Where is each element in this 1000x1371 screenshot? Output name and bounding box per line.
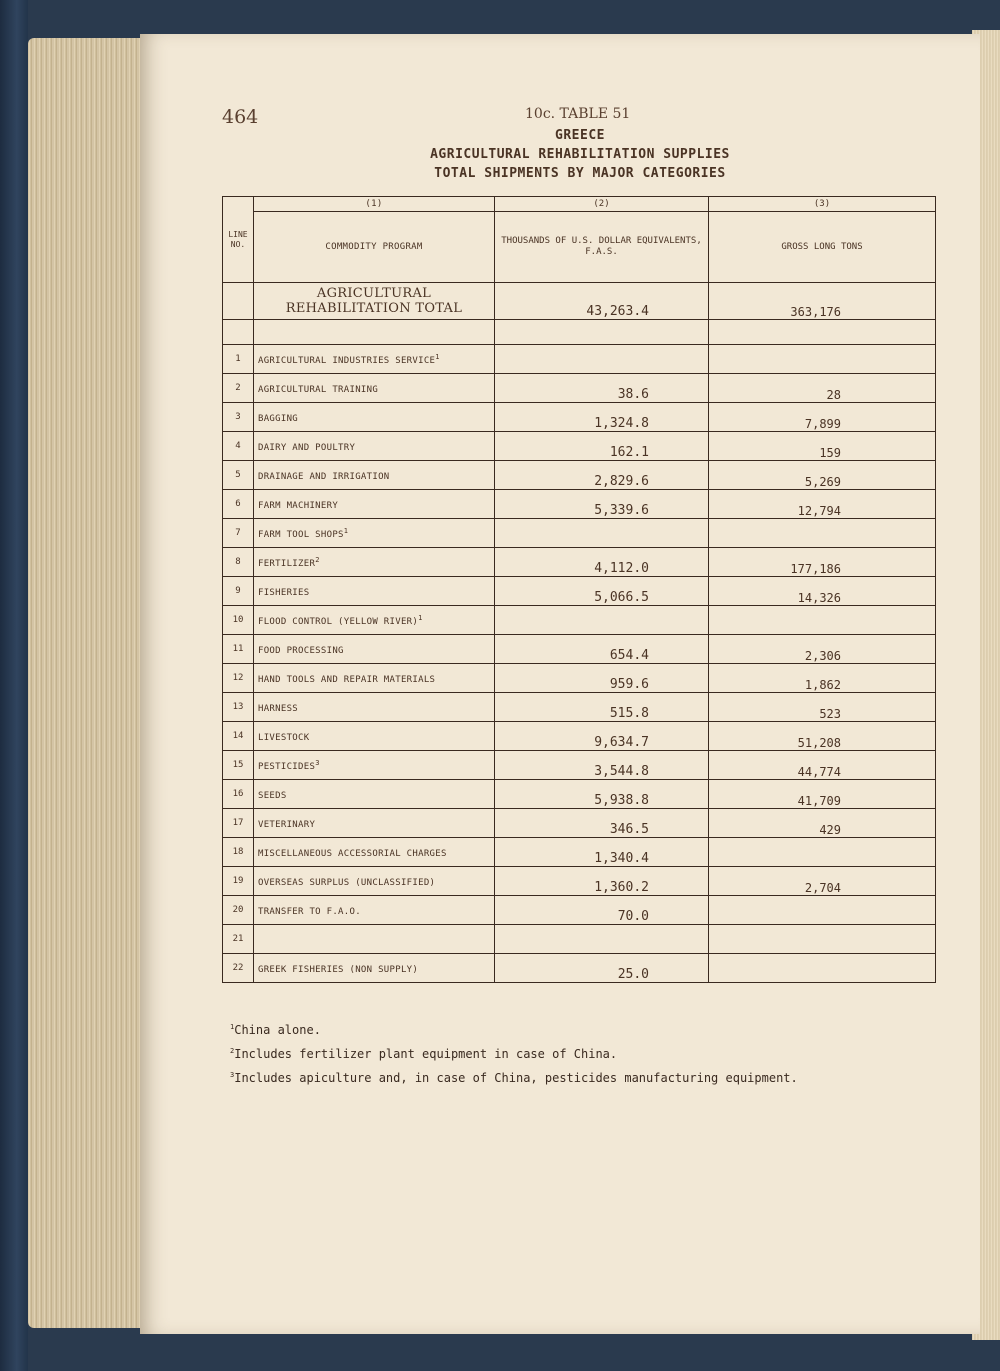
table-row — [223, 606, 936, 635]
usd-value: 38.6 — [617, 387, 649, 402]
usd-cell — [495, 403, 709, 432]
commodity-label: FOOD PROCESSING — [258, 645, 344, 656]
usd-cell — [495, 693, 709, 722]
usd-value: 959.6 — [609, 677, 649, 692]
table-row — [223, 751, 936, 780]
usd-cell — [495, 432, 709, 461]
commodity-label: DAIRY AND POULTRY — [258, 442, 356, 453]
commodity-label: FARM MACHINERY — [258, 500, 339, 511]
commodity-name — [254, 809, 495, 838]
usd-value: 654.4 — [609, 648, 649, 663]
spacer-cell — [709, 320, 936, 345]
usd-cell — [495, 461, 709, 490]
tons-cell — [709, 345, 936, 374]
spacer-cell — [254, 320, 495, 345]
commodity-name — [254, 693, 495, 722]
footnote-number: 1 — [230, 1023, 235, 1031]
commodity-name — [254, 461, 495, 490]
commodity-name — [254, 606, 495, 635]
tons-cell — [709, 461, 936, 490]
commodity-name — [254, 780, 495, 809]
footnote-text: China alone. — [234, 1023, 321, 1037]
tons-cell — [709, 519, 936, 548]
tons-cell — [709, 403, 936, 432]
commodity-name — [254, 838, 495, 867]
commodity-name — [254, 896, 495, 925]
commodity-header: COMMODITY PROGRAM — [254, 212, 495, 283]
tons-value: 1,862 — [804, 678, 841, 692]
line-number: 9 — [223, 577, 254, 606]
commodity-label: HARNESS — [258, 703, 299, 714]
footnote-text: Includes apiculture and, in case of China, pesticides manufacturing equipment. — [234, 1071, 798, 1085]
tons-cell — [709, 490, 936, 519]
commodity-name — [254, 751, 495, 780]
footnote — [230, 1017, 950, 1041]
commodity-name — [254, 954, 495, 983]
footnotes — [230, 1017, 950, 1089]
footnote-number: 3 — [230, 1071, 235, 1079]
total-usd-cell — [495, 283, 709, 320]
commodity-name — [254, 490, 495, 519]
tons-cell — [709, 548, 936, 577]
line-number: 8 — [223, 548, 254, 577]
line-number: 21 — [223, 925, 254, 954]
usd-cell — [495, 345, 709, 374]
total-usd: 43,263.4 — [586, 304, 649, 319]
usd-value: 515.8 — [609, 706, 649, 721]
tons-cell — [709, 635, 936, 664]
tons-cell — [709, 925, 936, 954]
line-number: 2 — [223, 374, 254, 403]
tons-value: 5,269 — [804, 475, 841, 489]
table-row — [223, 664, 936, 693]
commodity-label: AGRICULTURAL INDUSTRIES SERVICE — [258, 355, 436, 366]
commodity-name — [254, 432, 495, 461]
table-row — [223, 432, 936, 461]
book-page — [140, 34, 980, 1334]
spacer-cell — [495, 320, 709, 345]
line-number: 7 — [223, 519, 254, 548]
usd-cell — [495, 519, 709, 548]
commodity-label: BAGGING — [258, 413, 299, 424]
column-number-row — [223, 197, 936, 212]
spacer-cell — [223, 320, 254, 345]
footnote — [230, 1065, 950, 1089]
usd-cell — [495, 606, 709, 635]
table-row — [223, 548, 936, 577]
tons-value: 51,208 — [797, 736, 841, 750]
commodity-name — [254, 374, 495, 403]
table-row — [223, 374, 936, 403]
tons-cell — [709, 809, 936, 838]
line-number: 19 — [223, 867, 254, 896]
commodity-label: VETERINARY — [258, 819, 316, 830]
table-label: 10c. TABLE 51 — [525, 106, 631, 122]
tons-cell — [709, 896, 936, 925]
line-number: 1 — [223, 345, 254, 374]
footnote-mark: 1 — [343, 526, 349, 535]
table-row — [223, 954, 936, 983]
total-line-no — [223, 283, 254, 320]
tons-cell — [709, 374, 936, 403]
tons-value: 2,306 — [804, 649, 841, 663]
usd-value: 346.5 — [609, 822, 649, 837]
tons-cell — [709, 432, 936, 461]
line-number: 20 — [223, 896, 254, 925]
line-number: 5 — [223, 461, 254, 490]
commodity-label: MISCELLANEOUS ACCESSORIAL CHARGES — [258, 848, 447, 859]
commodity-label: FISHERIES — [258, 587, 310, 598]
tons-value: 44,774 — [797, 765, 841, 779]
page-edges-left — [28, 38, 148, 1328]
table-row — [223, 635, 936, 664]
usd-cell — [495, 780, 709, 809]
footnote-mark: 3 — [315, 758, 320, 767]
usd-value: 70.0 — [617, 909, 649, 924]
commodity-name — [254, 722, 495, 751]
footnote-mark: 1 — [435, 352, 440, 361]
tons-value: 429 — [819, 823, 841, 837]
book-cover-edge — [0, 0, 28, 1371]
table-row — [223, 867, 936, 896]
footnote — [230, 1041, 950, 1065]
line-number: 10 — [223, 606, 254, 635]
usd-cell — [495, 925, 709, 954]
commodity-label: FARM TOOL SHOPS — [258, 529, 344, 540]
tons-cell — [709, 693, 936, 722]
commodity-name — [254, 925, 495, 954]
tons-value: 177,186 — [790, 562, 841, 576]
table-row — [223, 809, 936, 838]
usd-value: 4,112.0 — [594, 561, 649, 576]
usd-value: 5,339.6 — [594, 503, 649, 518]
commodity-name — [254, 635, 495, 664]
line-number: 16 — [223, 780, 254, 809]
usd-cell — [495, 577, 709, 606]
commodity-name — [254, 345, 495, 374]
line-number: 12 — [223, 664, 254, 693]
usd-value: 162.1 — [609, 445, 649, 460]
tons-cell — [709, 954, 936, 983]
usd-cell — [495, 722, 709, 751]
total-tons-cell — [709, 283, 936, 320]
commodity-label: FERTILIZER — [258, 558, 316, 569]
usd-value: 2,829.6 — [594, 474, 649, 489]
tons-cell — [709, 577, 936, 606]
spacer-row — [223, 320, 936, 345]
commodity-label: PESTICIDES — [258, 761, 316, 772]
column-number-1: (1) — [254, 197, 495, 212]
line-number: 3 — [223, 403, 254, 432]
usd-value: 1,324.8 — [594, 416, 649, 431]
usd-header: THOUSANDS OF U.S. DOLLAR EQUIVALENTS, F.A.S. — [495, 212, 709, 283]
footnote-number: 2 — [230, 1047, 235, 1055]
tons-value: 159 — [819, 446, 841, 460]
line-number: 17 — [223, 809, 254, 838]
commodity-name — [254, 867, 495, 896]
table-row — [223, 780, 936, 809]
commodity-label: GREEK FISHERIES (NON SUPPLY) — [258, 964, 419, 975]
heading-title: AGRICULTURAL REHABILITATION SUPPLIES — [430, 147, 730, 162]
line-no-header-label: LINE NO. — [228, 229, 248, 249]
usd-value: 25.0 — [617, 967, 649, 982]
commodity-name — [254, 519, 495, 548]
line-number: 4 — [223, 432, 254, 461]
tons-value: 41,709 — [797, 794, 841, 808]
tons-value: 2,704 — [804, 881, 841, 895]
tons-cell — [709, 722, 936, 751]
commodity-label: HAND TOOLS AND REPAIR MATERIALS — [258, 674, 436, 685]
usd-cell — [495, 751, 709, 780]
tons-value: 14,326 — [797, 591, 841, 605]
total-tons: 363,176 — [790, 305, 841, 319]
tons-cell — [709, 664, 936, 693]
table-row — [223, 519, 936, 548]
commodity-label: SEEDS — [258, 790, 287, 801]
usd-cell — [495, 664, 709, 693]
table-row — [223, 896, 936, 925]
usd-value: 3,544.8 — [594, 764, 649, 779]
footnote-mark: 1 — [418, 613, 423, 622]
heading-country: GREECE — [555, 128, 605, 143]
usd-value: 5,938.8 — [594, 793, 649, 808]
tons-cell — [709, 838, 936, 867]
table-row — [223, 490, 936, 519]
table-row — [223, 925, 936, 954]
footnote-mark: 2 — [315, 555, 320, 564]
tons-cell — [709, 751, 936, 780]
shipments-table — [222, 196, 936, 983]
tons-header: GROSS LONG TONS — [709, 212, 936, 283]
commodity-label: AGRICULTURAL TRAINING — [258, 384, 379, 395]
usd-cell — [495, 838, 709, 867]
usd-value: 1,360.2 — [594, 880, 649, 895]
line-number: 13 — [223, 693, 254, 722]
table-row — [223, 345, 936, 374]
line-no-header — [223, 197, 254, 283]
line-number: 6 — [223, 490, 254, 519]
line-number: 11 — [223, 635, 254, 664]
commodity-label: OVERSEAS SURPLUS (UNCLASSIFIED) — [258, 877, 436, 888]
page-number: 464 — [222, 106, 259, 128]
table-row — [223, 838, 936, 867]
tons-cell — [709, 867, 936, 896]
usd-value: 1,340.4 — [594, 851, 649, 866]
usd-cell — [495, 896, 709, 925]
tons-value: 12,794 — [797, 504, 841, 518]
line-number: 22 — [223, 954, 254, 983]
column-header-row — [223, 212, 936, 283]
commodity-name — [254, 548, 495, 577]
column-number-2: (2) — [495, 197, 709, 212]
commodity-name — [254, 403, 495, 432]
commodity-label: TRANSFER TO F.A.O. — [258, 906, 361, 917]
table-row — [223, 722, 936, 751]
usd-cell — [495, 809, 709, 838]
tons-value: 7,899 — [804, 417, 841, 431]
usd-cell — [495, 374, 709, 403]
table-row — [223, 461, 936, 490]
usd-value: 5,066.5 — [594, 590, 649, 605]
tons-value: 523 — [819, 707, 841, 721]
total-label: AGRICULTURAL REHABILITATION TOTAL — [254, 283, 495, 320]
commodity-label: DRAINAGE AND IRRIGATION — [258, 471, 390, 482]
table-row — [223, 577, 936, 606]
tons-value: 28 — [826, 388, 841, 402]
commodity-label: FLOOD CONTROL (YELLOW RIVER) — [258, 616, 419, 627]
line-number: 15 — [223, 751, 254, 780]
usd-cell — [495, 954, 709, 983]
total-row — [223, 283, 936, 320]
commodity-name — [254, 664, 495, 693]
table-row — [223, 403, 936, 432]
line-number: 18 — [223, 838, 254, 867]
usd-cell — [495, 635, 709, 664]
table-row — [223, 693, 936, 722]
commodity-label: LIVESTOCK — [258, 732, 310, 743]
column-number-3: (3) — [709, 197, 936, 212]
commodity-name — [254, 577, 495, 606]
tons-cell — [709, 606, 936, 635]
usd-cell — [495, 867, 709, 896]
footnote-text: Includes fertilizer plant equipment in case of China. — [234, 1047, 618, 1061]
usd-cell — [495, 490, 709, 519]
usd-value: 9,634.7 — [594, 735, 649, 750]
line-number: 14 — [223, 722, 254, 751]
usd-cell — [495, 548, 709, 577]
heading-subtitle: TOTAL SHIPMENTS BY MAJOR CATEGORIES — [434, 166, 726, 181]
tons-cell — [709, 780, 936, 809]
